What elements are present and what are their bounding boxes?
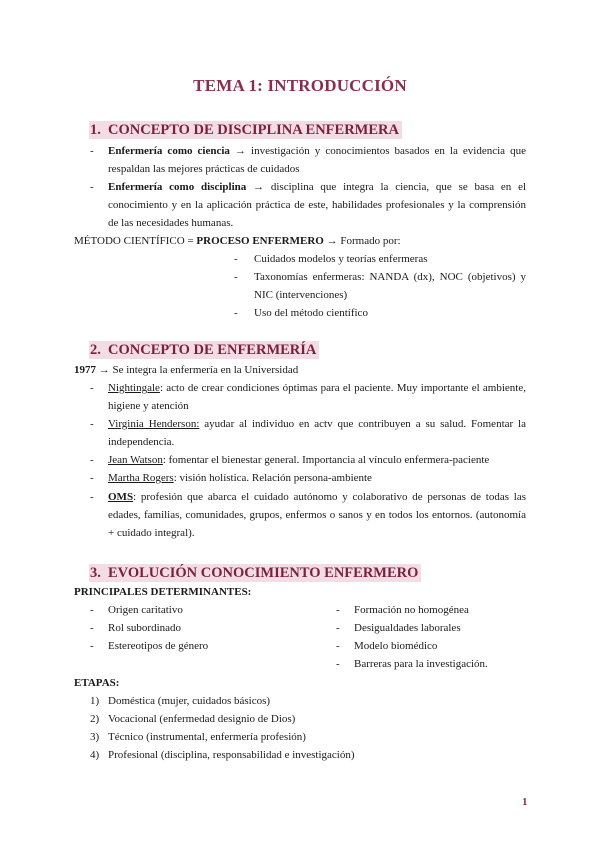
etapa-number: 4)	[90, 749, 100, 761]
page-title: TEMA 1: INTRODUCCIÓN	[193, 76, 407, 95]
year-1977-line	[74, 361, 298, 379]
bullet-dash: -	[90, 604, 94, 616]
determinante-item: Estereotipos de género	[108, 640, 209, 652]
etapa-number: 2)	[90, 713, 100, 725]
etapa-number: 1)	[90, 695, 100, 707]
determinante-item: Desigualdades laborales	[354, 622, 461, 634]
bullet-dash: -	[90, 622, 94, 634]
s1-item-disciplina-term: Enfermería como disciplina	[108, 181, 247, 193]
s1-item-ciencia	[108, 142, 526, 178]
section-3-heading	[89, 564, 421, 582]
author-name: Martha Rogers	[108, 472, 174, 484]
bullet-dash: -	[234, 307, 238, 319]
determinantes-label: PRINCIPALES DETERMINANTES:	[74, 586, 252, 598]
determinante-item: Origen caritativo	[108, 604, 183, 616]
author-name: Nightingale	[108, 382, 160, 394]
definition-oms	[108, 488, 526, 542]
bullet-dash: -	[90, 472, 94, 484]
proceso-sub-item: Taxonomías enfermeras: NANDA (dx), NOC (objetivos) y NIC (intervenciones)	[254, 271, 526, 301]
section-1-title: CONCEPTO DE DISCIPLINA ENFERMERA	[108, 122, 399, 138]
section-3-number: 3.	[90, 565, 101, 581]
author-name: Jean Watson	[108, 454, 163, 466]
etapa-item: Vocacional (enfermedad designio de Dios)	[108, 713, 296, 725]
bullet-dash: -	[336, 622, 340, 634]
determinante-item: Modelo biomédico	[354, 640, 438, 652]
s1-item-ciencia-term: Enfermería como ciencia	[108, 145, 230, 157]
section-2-title: CONCEPTO DE ENFERMERÍA	[108, 342, 317, 358]
bullet-dash: -	[90, 145, 94, 157]
page-number: 1	[522, 796, 528, 808]
determinante-item: Formación no homogénea	[354, 604, 469, 616]
section-2-number: 2.	[90, 342, 101, 358]
metodo-bold: PROCESO ENFERMERO	[196, 235, 324, 247]
etapa-item: Profesional (disciplina, responsabilidad e investigación)	[108, 749, 355, 761]
author-name: Virginia Henderson:	[108, 418, 200, 430]
metodo-prefix: MÉTODO CIENTÍFICO =	[74, 235, 197, 247]
s1-item-disciplina	[108, 178, 526, 232]
bullet-dash: -	[336, 640, 340, 652]
section-1-number: 1.	[90, 122, 101, 138]
bullet-dash: -	[90, 454, 94, 466]
determinante-item: Rol subordinado	[108, 622, 182, 634]
metodo-cientifico-line	[74, 232, 401, 250]
definition-text: : acto de crear condiciones óptimas para el paciente. Muy importante el ambiente, higiene y atención	[108, 382, 526, 412]
etapa-item: Técnico (instrumental, enfermería profesión)	[108, 731, 306, 743]
definition-text: : fomentar el bienestar general. Importancia al vínculo enfermera-paciente	[162, 454, 490, 466]
etapa-number: 3)	[90, 731, 100, 743]
definition-rogers	[108, 469, 526, 487]
bullet-dash: -	[234, 271, 238, 283]
year-text: → Se integra la enfermería en la Universidad	[96, 364, 299, 376]
proceso-sub-item: Cuidados modelos y teorías enfermeras	[254, 253, 428, 265]
metodo-suffix: → Formado por:	[323, 235, 401, 247]
etapa-item: Doméstica (mujer, cuidados básicos)	[108, 695, 271, 707]
s1-item-disciplina-text: → disciplina que integra la ciencia, que se basa en el conocimiento y en la aplicación práctica de este, habilidades profesionales y la comprensión de las necesidades humanas.	[108, 181, 527, 229]
s1-item-ciencia-text: → investigación y conocimientos basados en la evidencia que respaldan las mejores prácticas de cuidados	[108, 145, 526, 175]
bullet-dash: -	[90, 640, 94, 652]
bullet-dash: -	[336, 658, 340, 670]
section-3-title: EVOLUCIÓN CONOCIMIENTO ENFERMERO	[108, 565, 419, 581]
etapas-label: ETAPAS:	[74, 677, 120, 689]
bullet-dash: -	[336, 604, 340, 616]
section-2-heading	[89, 341, 319, 359]
determinante-item: Barreras para la investigación.	[354, 658, 488, 670]
bullet-dash: -	[90, 181, 94, 193]
bullet-dash: -	[90, 418, 94, 430]
bullet-dash: -	[90, 491, 94, 503]
section-1-heading	[89, 121, 402, 139]
definition-text: ayudar al individuo en actv que contribuyen a su salud. Fomentar la independencia.	[108, 418, 526, 448]
bullet-dash: -	[234, 253, 238, 265]
proceso-sub-item: Uso del método científico	[254, 307, 368, 319]
author-name: OMS	[108, 491, 134, 503]
definition-henderson	[108, 415, 526, 451]
definition-nightingale	[108, 379, 526, 415]
definition-text: : profesión que abarca el cuidado autónomo y colaborativo de personas de todas las edades, familias, comunidades, grupos, enfermos o sanos y en todos los entornos. (autonomía + cuidado integral).	[108, 491, 526, 539]
bullet-dash: -	[90, 382, 94, 394]
definition-text: : visión holística. Relación persona-ambiente	[173, 472, 372, 484]
year-label: 1977	[74, 364, 96, 376]
definition-watson	[108, 451, 526, 469]
